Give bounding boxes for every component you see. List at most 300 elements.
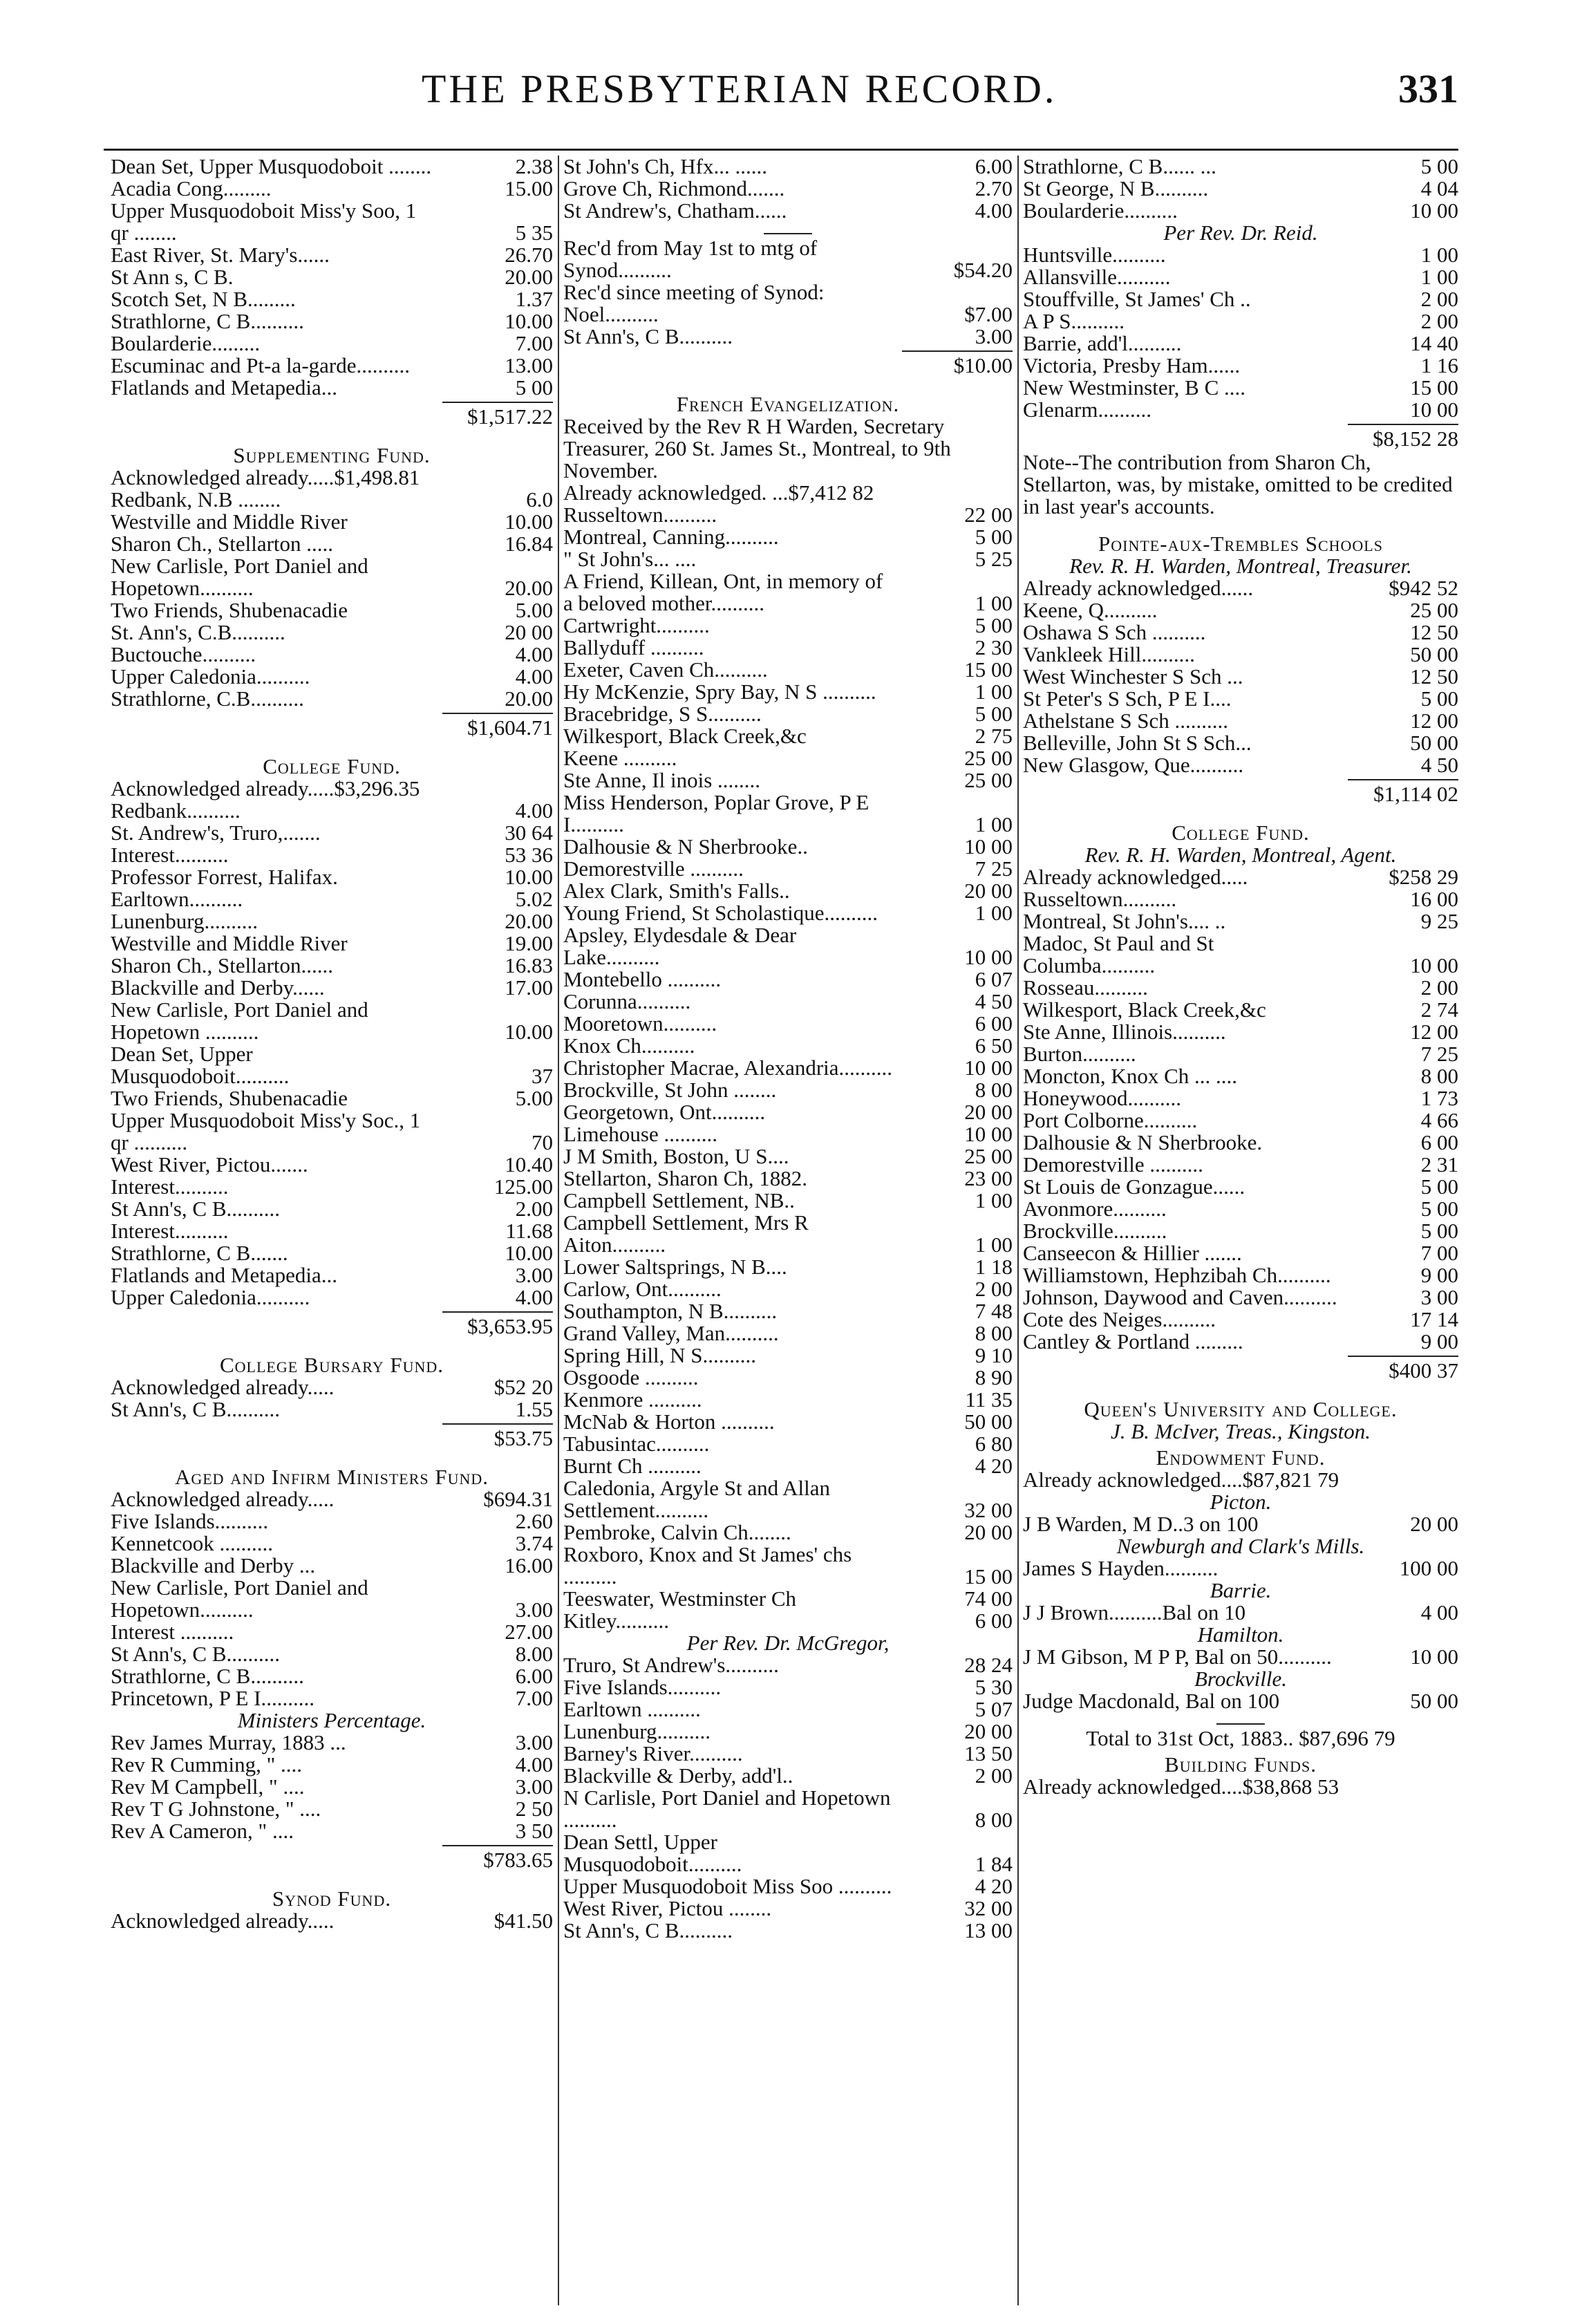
entry-name: Demorestville .......... [563, 856, 744, 881]
ledger-entry [111, 800, 553, 822]
entry-name: Acknowledged already.....$1,498.81 [111, 465, 420, 489]
entry-amount: 25 00 [964, 746, 1013, 770]
entry-name: Cartwright.......... [563, 613, 710, 637]
entry-amount: 4.00 [515, 1752, 553, 1777]
ledger-entry [1023, 732, 1458, 754]
ledger-entry [563, 1123, 1013, 1145]
section-total [111, 713, 553, 740]
entry-amount: 12 00 [1410, 709, 1458, 733]
entry-name: Boularderie.......... [1023, 198, 1178, 223]
entry-name: Professor Forrest, Halifax. [111, 865, 338, 889]
entry-amount: 10 00 [1410, 1644, 1458, 1669]
entry-name: Acknowledged already..... [111, 1909, 335, 1933]
entry-name: Flatlands and Metapedia... [111, 1263, 337, 1287]
ledger-entry [563, 659, 1013, 681]
entry-name: West River, Pictou ........ [563, 1896, 772, 1920]
ledger-entry [111, 511, 553, 533]
ledger-entry [111, 999, 553, 1043]
entry-amount: 25 00 [964, 768, 1013, 792]
entry-amount: 8 90 [975, 1365, 1013, 1389]
entry-amount: 4 04 [1420, 176, 1458, 200]
entry-name: Rev M Campbell, " .... [111, 1774, 305, 1799]
header-rule [104, 149, 1458, 151]
entry-name: Upper Caledonia.......... [111, 664, 310, 688]
entry-amount: 4.00 [975, 198, 1013, 223]
entry-amount: 19.00 [505, 931, 553, 955]
entry-amount: 1 00 [975, 1233, 1013, 1257]
entry-amount: 2 31 [1420, 1152, 1458, 1177]
entry-amount: 7.00 [515, 1686, 553, 1710]
entry-amount: 6 80 [975, 1432, 1013, 1456]
ledger-entry [563, 1057, 1013, 1079]
section-total [1023, 1356, 1458, 1383]
ledger-entry [563, 526, 1013, 548]
entry-name: West River, Pictou....... [111, 1152, 308, 1177]
ledger-entry [111, 1087, 553, 1109]
entry-name: Miss Henderson, Poplar Grove, P E I.......... [563, 790, 869, 836]
ledger-entry [111, 200, 553, 244]
ledger-entry [111, 1533, 553, 1555]
ledger-entry [563, 1676, 1013, 1698]
entry-name: Hy McKenzie, Spry Bay, N S .......... [563, 680, 876, 704]
section-total [1023, 779, 1458, 807]
entry-amount: 5 07 [975, 1697, 1013, 1721]
entry-amount: 15 00 [964, 1564, 1013, 1589]
ledger-entry [563, 482, 1013, 504]
ledger-entry [111, 910, 553, 933]
entry-name: Already acknowledged....$38,868 53 [1023, 1774, 1339, 1799]
section-total [111, 1311, 553, 1339]
entry-name: Southampton, N B.......... [563, 1299, 778, 1323]
total-amount: $1,604.71 [467, 715, 553, 740]
entry-amount: 1.37 [515, 287, 553, 311]
total-rule [1348, 779, 1458, 780]
entry-name: Already acknowledged...... [1023, 576, 1254, 600]
entry-name: Rec'd from May 1st to mtg of Synod.......... [563, 236, 818, 282]
ledger-entry [1023, 310, 1458, 332]
ledger-entry [1023, 644, 1458, 666]
entry-amount: 1 84 [975, 1852, 1013, 1876]
entry-amount: 4.00 [515, 1285, 553, 1309]
entry-name: Dalhousie & N Sherbrooke. [1023, 1130, 1263, 1154]
entry-amount: 1 00 [975, 812, 1013, 836]
entry-amount: 2.00 [515, 1197, 553, 1221]
entry-amount: 1 16 [1420, 353, 1458, 377]
entry-amount: 2 50 [515, 1797, 553, 1821]
entry-amount: 10 00 [1410, 953, 1458, 977]
total-amount: $400 37 [1389, 1358, 1458, 1383]
entry-amount: 7 00 [1420, 1241, 1458, 1265]
ledger-entry [111, 688, 553, 710]
section-total [111, 1423, 553, 1451]
entry-amount: 1 18 [975, 1255, 1013, 1279]
entry-name: Dalhousie & N Sherbrooke.. [563, 834, 808, 859]
entry-amount: 9 10 [975, 1343, 1013, 1367]
ledger-entry [1023, 332, 1458, 355]
ledger-entry [111, 1376, 553, 1398]
entry-amount: 32 00 [964, 1498, 1013, 1522]
entry-amount: 9 00 [1420, 1263, 1458, 1287]
entry-amount: 8 00 [1420, 1064, 1458, 1088]
ledger-entry [1023, 999, 1458, 1021]
entry-amount: 10 00 [964, 1056, 1013, 1080]
ledger-entry [1023, 933, 1458, 977]
entry-amount: 10 00 [1410, 397, 1458, 422]
entry-name: Montreal, Canning.......... [563, 525, 779, 549]
entry-amount: 13 00 [964, 1918, 1013, 1942]
ledger-entry [111, 1398, 553, 1421]
entry-amount: 2 00 [1420, 287, 1458, 311]
ledger-entry [1023, 1331, 1458, 1353]
entry-amount: 2.60 [515, 1509, 553, 1533]
section-heading: College Bursary Fund. [219, 1353, 444, 1377]
entry-name: N Carlisle, Port Daniel and Hopetown .......... [563, 1786, 891, 1832]
ledger-entry [111, 888, 553, 910]
entry-name: Sharon Ch., Stellarton...... [111, 953, 334, 977]
entry-name: St Ann's, C B.......... [111, 1397, 281, 1421]
entry-name: Williamstown, Hephzibah Ch.......... [1023, 1263, 1331, 1287]
entry-amount: 3.00 [515, 1730, 553, 1754]
entry-amount: 16 00 [1410, 887, 1458, 911]
ledger-entry [1023, 599, 1458, 621]
entry-name: Carlow, Ont.......... [563, 1277, 722, 1301]
entry-amount: 10 00 [964, 1122, 1013, 1146]
ledger-entry [111, 1109, 553, 1154]
entry-name: West Winchester S Sch ... [1023, 664, 1243, 688]
ledger-entry [111, 1665, 553, 1687]
entry-name: Young Friend, St Scholastique.......... [563, 901, 878, 925]
ledger-entry [1023, 1043, 1458, 1065]
entry-amount: 8 00 [975, 1078, 1013, 1102]
total-rule [442, 713, 553, 714]
ledger-entry [563, 1477, 1013, 1521]
section-heading: Pointe-aux-Trembles Schools [1098, 532, 1383, 556]
entry-name: New Carlisle, Port Daniel and Hopetown.......... [111, 554, 368, 600]
entry-amount: 3.00 [515, 1597, 553, 1622]
ledger-entry [111, 555, 553, 599]
entry-amount: 4 66 [1420, 1108, 1458, 1132]
entry-name: St John's Ch, Hfx... ...... [563, 156, 767, 178]
ledger-entry [563, 1455, 1013, 1477]
entry-amount: 6 00 [1420, 1130, 1458, 1154]
entry-amount: 1 00 [975, 901, 1013, 925]
entry-amount: 12 50 [1410, 620, 1458, 644]
section-subheading: Brockville. [1194, 1667, 1287, 1691]
entry-name: Escuminac and Pt-a la-garde.......... [111, 353, 410, 377]
entry-amount: 1 00 [975, 1188, 1013, 1212]
entry-amount: 14 40 [1410, 331, 1458, 355]
entry-amount: 4 50 [975, 989, 1013, 1013]
ledger-entry [563, 880, 1013, 902]
entry-name: Earltown.......... [111, 887, 243, 911]
entry-amount: 20.00 [505, 909, 553, 933]
column-3 [1023, 156, 1458, 2305]
total-amount: $8,152 28 [1373, 427, 1458, 451]
ledger-entry [563, 504, 1013, 526]
entry-amount: 2 30 [975, 635, 1013, 659]
entry-name: Dean Set, Upper Musquodoboit.......... [111, 1042, 290, 1088]
entry-amount: 7 48 [975, 1299, 1013, 1323]
entry-amount: 10 00 [964, 834, 1013, 859]
ledger-entry [111, 1643, 553, 1665]
entry-name: Barney's River.......... [563, 1741, 743, 1765]
total-rule [902, 350, 1013, 352]
entry-amount: 1 00 [1420, 243, 1458, 267]
entry-name: Interest.......... [111, 843, 229, 867]
ledger-entry [111, 355, 553, 377]
entry-name: J B Warden, M D..3 on 100 [1023, 1512, 1259, 1536]
entry-name: Judge Macdonald, Bal on 100 [1023, 1689, 1280, 1713]
ledger-entry [1023, 266, 1458, 288]
ledger-entry [563, 703, 1013, 725]
entry-name: J M Gibson, M P P, Bal on 50.......... [1023, 1644, 1332, 1669]
entry-amount: 3.00 [515, 1263, 553, 1287]
entry-name: Brockville, St John ........ [563, 1078, 777, 1102]
ledger-entry [563, 1300, 1013, 1322]
entry-name: Blackville and Derby...... [111, 975, 325, 1000]
entry-name: Rosseau.......... [1023, 975, 1148, 1000]
entry-name: McNab & Horton .......... [563, 1409, 775, 1434]
entry-name: St Ann's, C B.......... [563, 1918, 733, 1942]
section-subheading: Barrie. [1210, 1578, 1272, 1602]
ledger-entry [111, 1154, 553, 1176]
entry-name: Knox Ch.......... [563, 1033, 695, 1058]
total-rule [442, 1311, 553, 1313]
entry-name: Westville and Middle River [111, 931, 348, 955]
ledger-entry [111, 1555, 553, 1577]
ledger-entry [111, 844, 553, 866]
entry-amount: 30 64 [505, 821, 553, 845]
entry-amount: 125.00 [493, 1174, 553, 1199]
entry-name: Brockville.......... [1023, 1219, 1167, 1243]
entry-amount: 27.00 [505, 1620, 553, 1644]
ledger-entry [563, 836, 1013, 858]
entry-name: Belleville, John St S Sch... [1023, 731, 1252, 755]
entry-amount: 4.00 [515, 642, 553, 666]
entry-amount: 6 00 [975, 1609, 1013, 1633]
entry-name: St Peter's S Sch, P E I.... [1023, 686, 1232, 711]
entry-amount: $942 52 [1389, 576, 1458, 600]
ledger-entry [1023, 1776, 1458, 1798]
entry-amount: 9 00 [1420, 1329, 1458, 1353]
entry-amount: 20 00 [1410, 1512, 1458, 1536]
ledger-entry [563, 548, 1013, 570]
entry-amount: 4 00 [1420, 1600, 1458, 1624]
entry-amount: $52 20 [493, 1375, 553, 1399]
entry-name: Avonmore.......... [1023, 1197, 1167, 1221]
ledger-entry [1023, 1469, 1458, 1491]
section-subheading: Rev. R. H. Warden, Montreal, Agent. [1084, 843, 1397, 867]
entry-amount: 6 50 [975, 1033, 1013, 1058]
entry-name: Grand Valley, Man.......... [563, 1321, 779, 1345]
entry-amount: $7.00 [964, 302, 1013, 326]
ledger-entry [563, 1920, 1013, 1942]
entry-amount: 100 00 [1399, 1556, 1458, 1580]
entry-amount: 5 25 [975, 547, 1013, 571]
entry-name: New Glasgow, Que.......... [1023, 753, 1244, 777]
ledger-entry [111, 644, 553, 666]
ledger-entry [563, 1765, 1013, 1787]
entry-name: Pembroke, Calvin Ch........ [563, 1520, 791, 1544]
ledger-entry [111, 266, 553, 288]
entry-amount: 1.55 [515, 1397, 553, 1421]
entry-name: Blackville and Derby ... [111, 1553, 316, 1577]
entry-name: James S Hayden.......... [1023, 1556, 1219, 1580]
ledger-entry [563, 681, 1013, 703]
entry-name: Already acknowledged..... [1023, 865, 1248, 889]
total-amount: $3,653.95 [467, 1314, 553, 1338]
entry-name: Kenmore .......... [563, 1387, 702, 1412]
total-amount: $1,114 02 [1373, 782, 1458, 806]
ledger-entry [563, 1322, 1013, 1344]
entry-amount: $258 29 [1389, 865, 1458, 889]
entry-name: Redbank.......... [111, 798, 241, 823]
section-total [1023, 424, 1458, 451]
entry-amount: 5 00 [975, 613, 1013, 637]
entry-amount: 6 07 [975, 967, 1013, 991]
entry-amount: 13.00 [505, 353, 553, 377]
column-2 [563, 156, 1013, 2305]
ledger-entry [563, 1831, 1013, 1875]
entry-name: Stellarton, Sharon Ch, 1882. [563, 1166, 808, 1190]
ledger-entry [1023, 1602, 1458, 1624]
ledger-entry [111, 1220, 553, 1242]
entry-name: Upper Caledonia.......... [111, 1285, 310, 1309]
entry-name: Wilkesport, Black Creek,&c [1023, 997, 1266, 1022]
ledger-entry [1023, 666, 1458, 688]
total-rule [1348, 424, 1458, 425]
ledger-entry [111, 1798, 553, 1820]
total-rule [1348, 1356, 1458, 1357]
entry-name: Madoc, St Paul and St Columba.......... [1023, 931, 1214, 977]
entry-name: Scotch Set, N B......... [111, 287, 296, 311]
column-divider [558, 156, 559, 2305]
entry-name: Barrie, add'l.......... [1023, 331, 1182, 355]
entry-name: Strathlorne, C.B.......... [111, 686, 304, 711]
entry-name: Flatlands and Metapedia... [111, 375, 337, 400]
entry-amount: 10.00 [505, 1020, 553, 1044]
ledger-entry [563, 1544, 1013, 1588]
entry-name: Strathlorne, C B...... ... [1023, 156, 1216, 178]
column-1 [111, 156, 553, 2305]
entry-name: Caledonia, Argyle St and Allan Settlement.......... [563, 1476, 831, 1522]
note-text: Received by the Rev R H Warden, Secretary Treasurer, 260 St. James St., Montreal, to 9th November. [563, 414, 951, 482]
entry-name: Canseecon & Hillier ....... [1023, 1241, 1242, 1265]
entry-name: Corunna.......... [563, 989, 691, 1013]
entry-name: Campbell Settlement, Mrs R Aiton.......... [563, 1210, 809, 1257]
entry-name: Interest .......... [111, 1620, 234, 1644]
entry-name: Osgoode .......... [563, 1365, 699, 1389]
total-rule [442, 1423, 553, 1425]
entry-amount: 10 00 [1410, 198, 1458, 223]
entry-amount: 5 00 [1420, 686, 1458, 711]
entry-amount: 12 50 [1410, 664, 1458, 688]
ledger-entry [1023, 1220, 1458, 1242]
entry-amount: 3 50 [515, 1819, 553, 1843]
ledger-entry [1023, 754, 1458, 776]
section-subheading: Hamilton. [1197, 1622, 1284, 1647]
ledger-entry [563, 1698, 1013, 1721]
ledger-entry [111, 1198, 553, 1220]
entry-name: Rev A Cameron, " .... [111, 1819, 294, 1843]
ledger-entry [111, 288, 553, 310]
entry-name: Upper Musquodoboit Miss'y Soc., 1 qr .......... [111, 1108, 421, 1154]
entry-amount: 16.83 [505, 953, 553, 977]
ledger-entry [111, 977, 553, 999]
column-divider [1017, 156, 1019, 2305]
entry-name: Princetown, P E I.......... [111, 1686, 315, 1710]
entry-name: New Carlisle, Port Daniel and Hopetown .......... [111, 997, 368, 1044]
ledger-entry [1023, 1557, 1458, 1580]
entry-amount: 2 74 [1420, 997, 1458, 1022]
entry-amount: 20.00 [505, 265, 553, 289]
ledger-entry [111, 1910, 553, 1932]
entry-amount: 9 25 [1420, 909, 1458, 933]
entry-name: Blackville & Derby, add'l.. [563, 1763, 793, 1788]
entry-amount: 25 00 [1410, 598, 1458, 622]
ledger-entry [563, 1610, 1013, 1632]
entry-amount: 5 35 [515, 221, 553, 245]
entry-amount: 6 00 [975, 1011, 1013, 1036]
ledger-entry [111, 1242, 553, 1264]
entry-amount: 10 00 [964, 945, 1013, 969]
ledger-entry [1023, 1286, 1458, 1309]
ledger-entry [563, 1787, 1013, 1831]
entry-amount: 2 00 [975, 1763, 1013, 1788]
entry-name: Exeter, Caven Ch.......... [563, 657, 768, 682]
ledger-entry [563, 178, 1013, 200]
ledger-entry [563, 1035, 1013, 1057]
entry-name: New Carlisle, Port Daniel and Hopetown.......... [111, 1575, 368, 1622]
entry-name: Already acknowledged....$87,821 79 [1023, 1468, 1339, 1492]
entry-amount: 20 00 [964, 879, 1013, 903]
entry-amount: 2.38 [515, 156, 553, 178]
ledger-entry [111, 1732, 553, 1754]
entry-name: Honeywood.......... [1023, 1086, 1182, 1110]
entry-name: Teeswater, Westminster Ch [563, 1586, 797, 1611]
entry-name: Limehouse .......... [563, 1122, 717, 1146]
section-total [111, 402, 553, 429]
entry-amount: 50 00 [1410, 731, 1458, 755]
ledger-entry [111, 621, 553, 644]
ledger-entry [563, 1190, 1013, 1212]
entry-amount: 15 00 [1410, 375, 1458, 400]
ledger-entry [111, 310, 553, 332]
entry-name: Rev T G Johnstone, " .... [111, 1797, 321, 1821]
entry-amount: 15.00 [505, 176, 553, 200]
entry-amount: 22 00 [964, 503, 1013, 527]
total-line: Total to 31st Oct, 1883.. $87,696 79 [1086, 1726, 1395, 1750]
entry-name: Russeltown.......... [563, 503, 717, 527]
page-number: 331 [1398, 66, 1458, 111]
entry-amount: 5 00 [1420, 1219, 1458, 1243]
entry-amount: 6.00 [515, 1664, 553, 1688]
entry-name: Demorestville .......... [1023, 1152, 1203, 1177]
ledger-entry [111, 866, 553, 888]
ledger-entry [563, 1101, 1013, 1123]
entry-amount: 11 35 [965, 1387, 1013, 1412]
ledger-entry [563, 326, 1013, 348]
entry-amount: 4 50 [1420, 753, 1458, 777]
entry-amount: 20.00 [505, 686, 553, 711]
ledger-entry [563, 1344, 1013, 1367]
entry-amount: 5 00 [975, 525, 1013, 549]
ledger-entry [1023, 1154, 1458, 1176]
entry-name: A P S.......... [1023, 309, 1125, 333]
section-subheading: Per Rev. Dr. Reid. [1163, 221, 1318, 245]
ledger-entry [563, 991, 1013, 1013]
entry-amount: 20.00 [505, 576, 553, 600]
